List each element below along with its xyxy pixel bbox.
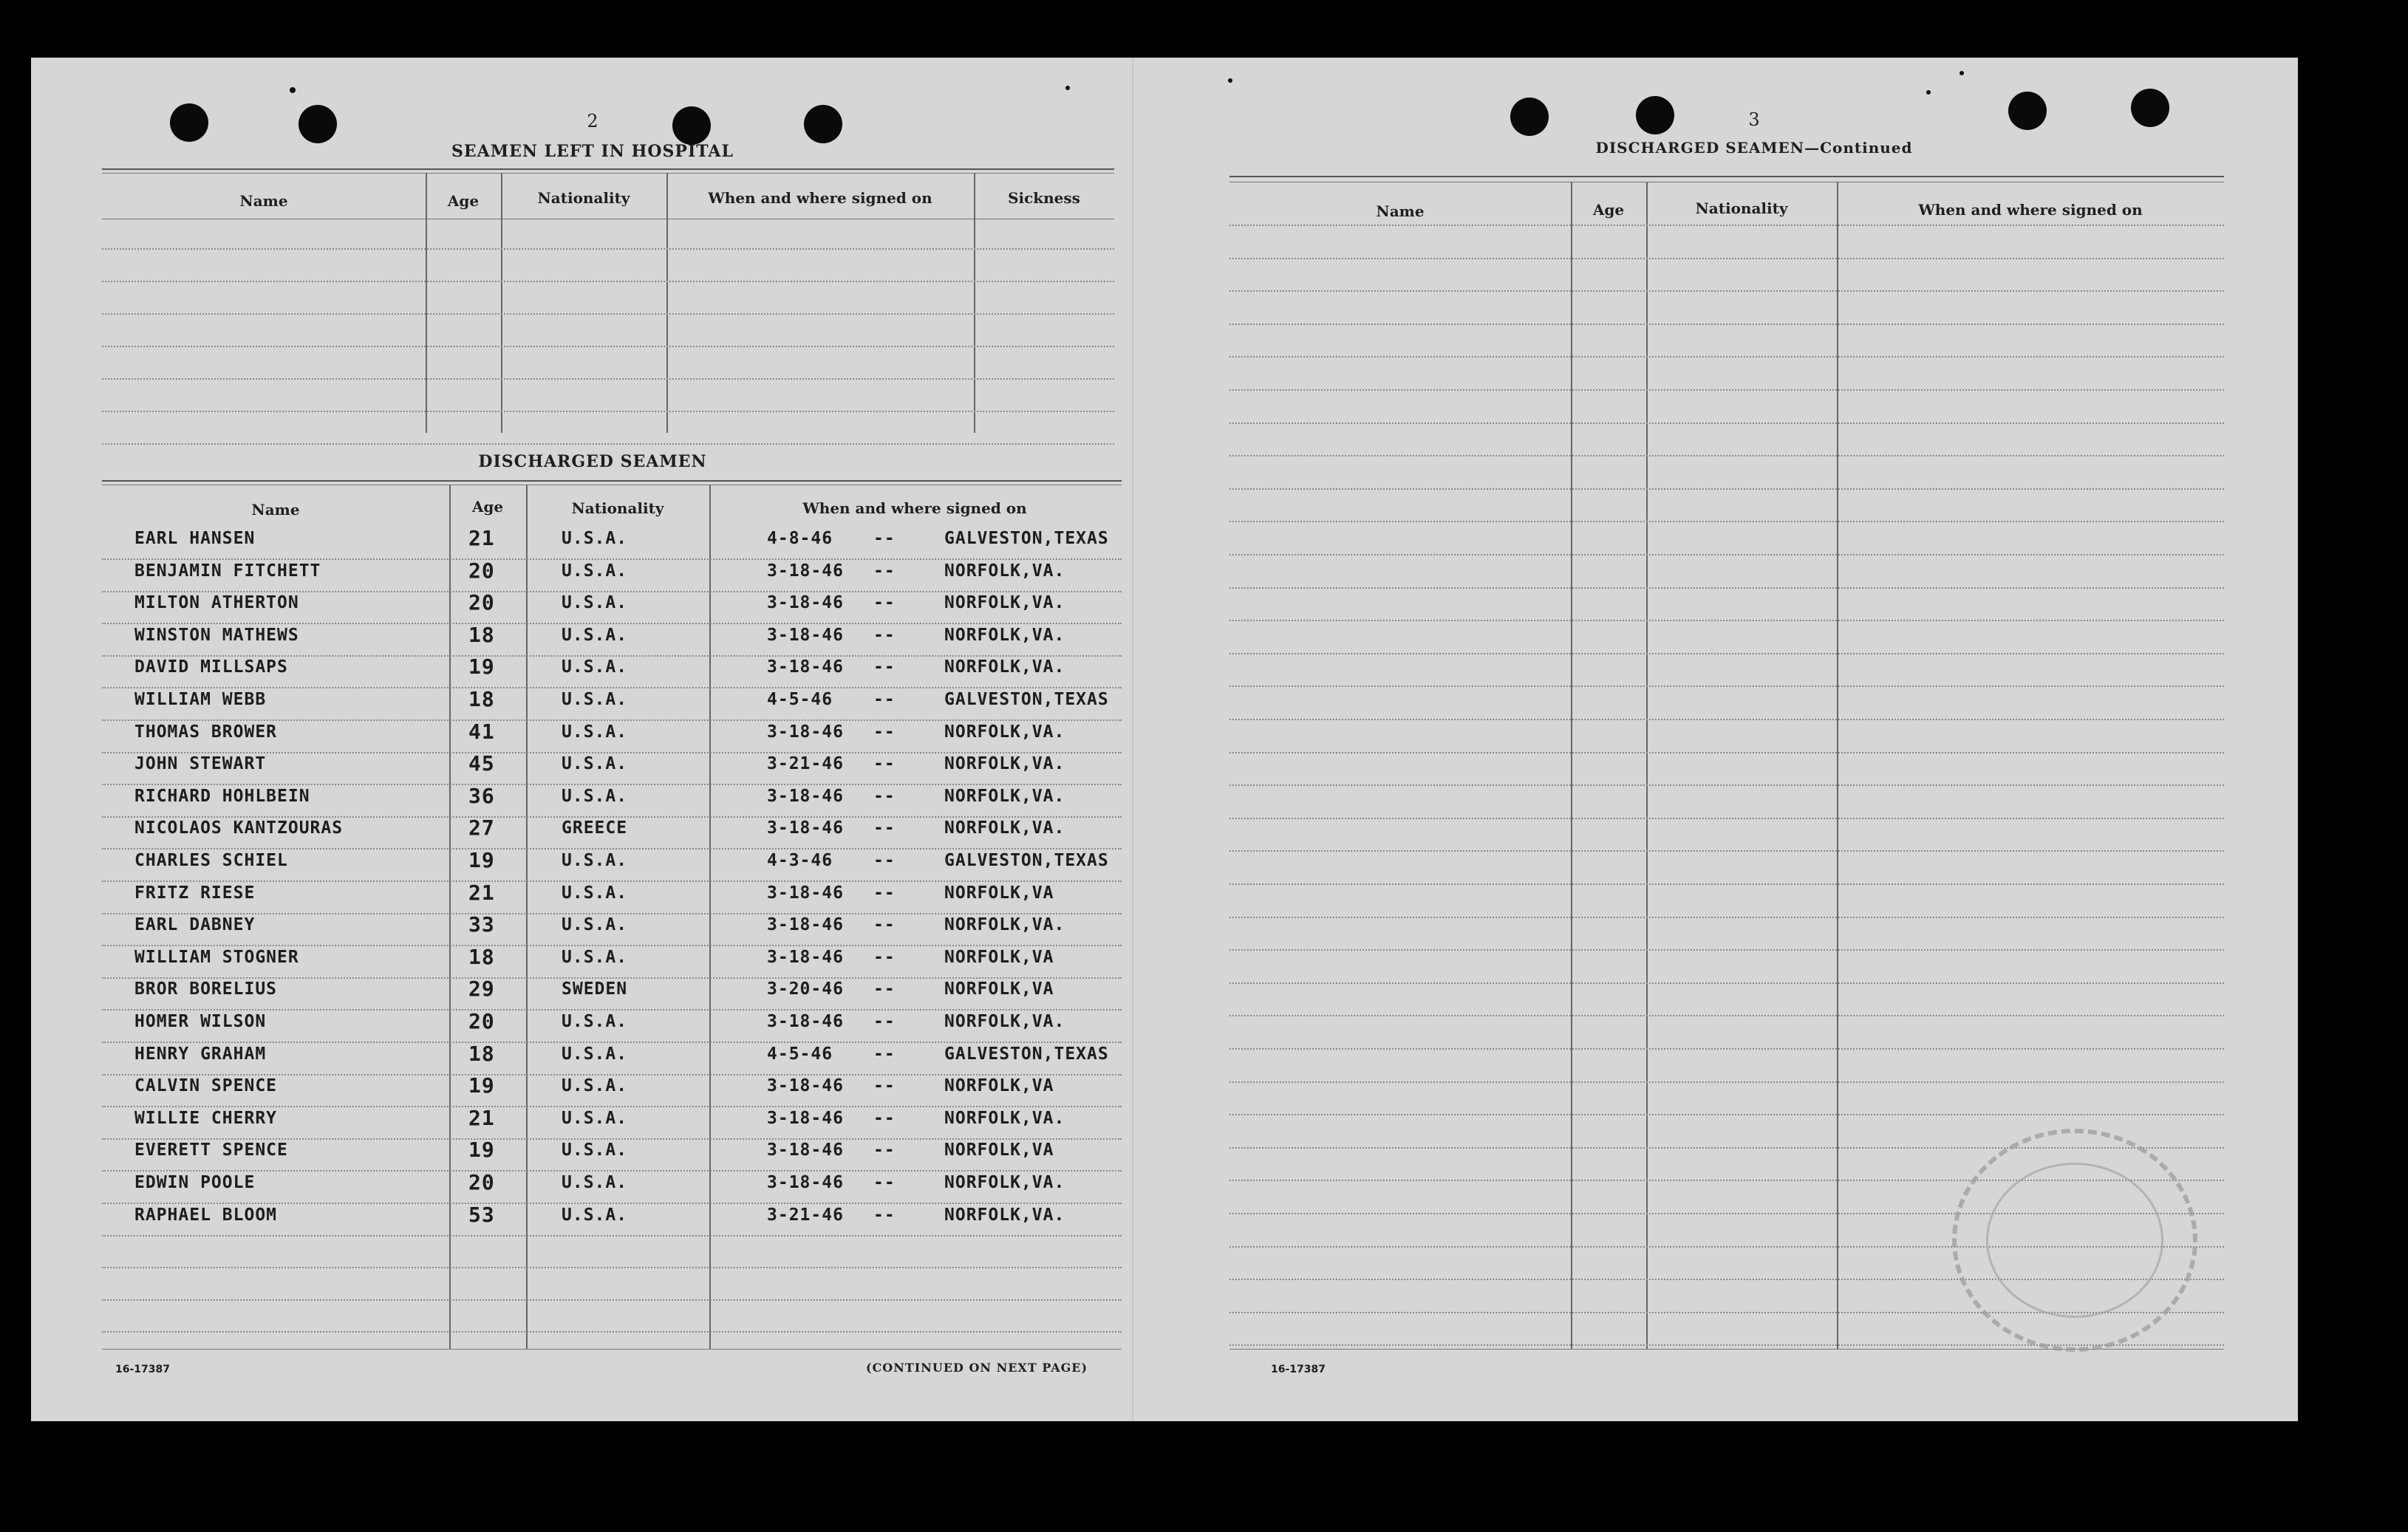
seaman-date: 3-18-46 <box>767 818 844 838</box>
seaman-place: NORFOLK,VA. <box>944 818 1065 838</box>
seaman-place: NORFOLK,VA. <box>944 722 1065 742</box>
seaman-place: NORFOLK,VA <box>944 1141 1054 1160</box>
seaman-nationality: U.S.A. <box>562 754 628 774</box>
seaman-nationality: U.S.A. <box>562 561 628 581</box>
ruled-line <box>1229 1015 2224 1016</box>
seaman-nationality: U.S.A. <box>562 947 628 967</box>
seaman-date: 4-5-46 <box>767 1044 833 1064</box>
page-number: 2 <box>587 111 598 131</box>
seaman-name: WILLIAM STOGNER <box>134 947 299 967</box>
seaman-place: NORFOLK,VA. <box>944 1108 1065 1128</box>
ruled-line <box>102 281 1114 282</box>
seaman-name: FRITZ RIESE <box>134 883 256 903</box>
ruled-line <box>102 784 1122 785</box>
seaman-place: NORFOLK,VA. <box>944 754 1065 774</box>
ruled-line <box>102 719 1122 721</box>
col-sickness: Sickness <box>1008 189 1080 207</box>
seaman-date: 4-5-46 <box>767 690 833 709</box>
seaman-sep: -- <box>873 1076 896 1096</box>
seaman-place: GALVESTON,TEXAS <box>944 690 1109 709</box>
seaman-age: 53 <box>468 1202 495 1227</box>
seaman-nationality: U.S.A. <box>562 593 628 613</box>
seaman-place: NORFOLK,VA <box>944 979 1054 999</box>
seaman-place: NORFOLK,VA. <box>944 561 1065 581</box>
seaman-sep: -- <box>873 690 896 709</box>
seaman-place: NORFOLK,VA <box>944 883 1054 903</box>
seaman-date: 3-18-46 <box>767 1108 844 1128</box>
seaman-place: NORFOLK,VA. <box>944 593 1065 613</box>
seaman-place: GALVESTON,TEXAS <box>944 851 1109 870</box>
hospital-table <box>102 168 1114 493</box>
seaman-place: GALVESTON,TEXAS <box>944 1044 1109 1064</box>
ruled-line <box>102 1009 1122 1010</box>
seaman-place: NORFOLK,VA. <box>944 915 1065 935</box>
seaman-name: WILLIAM WEBB <box>134 690 267 709</box>
ruled-line <box>1229 587 2224 589</box>
ruled-line <box>102 443 1114 445</box>
seaman-place: NORFOLK,VA. <box>944 1012 1065 1031</box>
seaman-age: 20 <box>468 1009 495 1033</box>
seaman-name: CALVIN SPENCE <box>134 1076 278 1096</box>
seaman-place: NORFOLK,VA <box>944 1076 1054 1096</box>
seaman-age: 21 <box>468 1105 495 1130</box>
seaman-place: NORFOLK,VA. <box>944 625 1065 645</box>
seaman-place: NORFOLK,VA. <box>944 786 1065 806</box>
seaman-name: MILTON ATHERTON <box>134 593 299 613</box>
ruled-line <box>1229 883 2224 885</box>
col-name: Name <box>239 192 288 210</box>
seaman-sep: -- <box>873 754 896 774</box>
seaman-name: EARL HANSEN <box>134 529 256 548</box>
seaman-sep: -- <box>873 529 896 548</box>
seaman-place: NORFOLK,VA. <box>944 1173 1065 1192</box>
seaman-date: 3-18-46 <box>767 1076 844 1096</box>
seaman-name: EVERETT SPENCE <box>134 1141 288 1160</box>
seaman-place: NORFOLK,VA. <box>944 657 1065 677</box>
ruled-line <box>102 623 1122 624</box>
seaman-sep: -- <box>873 722 896 742</box>
seaman-date: 3-18-46 <box>767 1141 844 1160</box>
discharged-table <box>102 480 1122 1352</box>
ruled-line <box>1229 850 2224 852</box>
ruled-line <box>102 687 1122 688</box>
seaman-age: 20 <box>468 1170 495 1194</box>
ruled-line <box>1229 488 2224 490</box>
ruled-line <box>102 1042 1122 1043</box>
seaman-nationality: U.S.A. <box>562 1012 628 1031</box>
seaman-name: HOMER WILSON <box>134 1012 267 1031</box>
seaman-date: 3-18-46 <box>767 625 844 645</box>
seaman-nationality: U.S.A. <box>562 1076 628 1096</box>
ruled-line <box>1229 423 2224 424</box>
col-age: Age <box>471 498 504 516</box>
seaman-age: 18 <box>468 622 495 647</box>
seaman-nationality: U.S.A. <box>562 851 628 870</box>
seaman-age: 19 <box>468 1073 495 1098</box>
seaman-nationality: U.S.A. <box>562 1141 628 1160</box>
seaman-nationality: U.S.A. <box>562 529 628 548</box>
seaman-sep: -- <box>873 1173 896 1192</box>
ruled-line <box>1229 554 2224 555</box>
seaman-date: 3-21-46 <box>767 754 844 774</box>
seaman-sep: -- <box>873 786 896 806</box>
seaman-sep: -- <box>873 1205 896 1225</box>
page-number: 3 <box>1748 109 1760 130</box>
ruled-line <box>1229 1081 2224 1083</box>
seaman-nationality: U.S.A. <box>562 1108 628 1128</box>
seaman-nationality: SWEDEN <box>562 979 628 999</box>
seaman-date: 3-21-46 <box>767 1205 844 1225</box>
ruled-line <box>1229 982 2224 984</box>
seaman-nationality: U.S.A. <box>562 690 628 709</box>
ruled-line <box>102 1106 1122 1107</box>
seaman-sep: -- <box>873 1012 896 1031</box>
ruled-line <box>1229 389 2224 391</box>
col-nationality: Nationality <box>1695 199 1788 217</box>
left-page <box>31 58 1132 1421</box>
seaman-sep: -- <box>873 1141 896 1160</box>
ruled-line <box>1229 290 2224 292</box>
col-signed-on: When and where signed on <box>802 499 1027 517</box>
ruled-line <box>1229 258 2224 259</box>
seaman-nationality: U.S.A. <box>562 722 628 742</box>
seaman-age: 18 <box>468 944 495 969</box>
ruled-line <box>102 816 1122 818</box>
ruled-line <box>1229 620 2224 621</box>
seaman-date: 3-18-46 <box>767 722 844 742</box>
customs-stamp <box>1952 1129 2197 1352</box>
seaman-age: 20 <box>468 558 495 583</box>
continued-note: (CONTINUED ON NEXT PAGE) <box>866 1361 1088 1375</box>
ruled-line <box>102 913 1122 914</box>
form-number: 16-17387 <box>115 1364 170 1375</box>
ruled-line <box>102 1267 1122 1268</box>
ruled-line <box>102 655 1122 657</box>
seaman-name: BROR BORELIUS <box>134 979 278 999</box>
seaman-date: 3-18-46 <box>767 1173 844 1192</box>
ruled-line <box>1229 818 2224 819</box>
seaman-date: 3-20-46 <box>767 979 844 999</box>
seaman-age: 18 <box>468 1041 495 1066</box>
seaman-nationality: U.S.A. <box>562 657 628 677</box>
seaman-name: WINSTON MATHEWS <box>134 625 299 645</box>
seaman-nationality: U.S.A. <box>562 625 628 645</box>
seaman-name: EARL DABNEY <box>134 915 256 935</box>
ruled-line <box>1229 784 2224 786</box>
seaman-age: 20 <box>468 590 495 615</box>
seaman-date: 4-8-46 <box>767 529 833 548</box>
col-name: Name <box>251 501 300 519</box>
seaman-date: 3-18-46 <box>767 1012 844 1031</box>
seaman-sep: -- <box>873 883 896 903</box>
seaman-nationality: U.S.A. <box>562 1044 628 1064</box>
ruled-line <box>102 558 1122 560</box>
seaman-date: 3-18-46 <box>767 657 844 677</box>
ruled-line <box>1229 685 2224 687</box>
seaman-name: THOMAS BROWER <box>134 722 278 742</box>
ruled-line <box>102 313 1114 315</box>
manifest-sheet <box>31 58 2298 1421</box>
seaman-nationality: U.S.A. <box>562 1205 628 1225</box>
ruled-line <box>102 1074 1122 1076</box>
ruled-line <box>102 880 1122 882</box>
ruled-line <box>102 1170 1122 1172</box>
seaman-age: 36 <box>468 783 495 808</box>
seaman-age: 21 <box>468 526 495 550</box>
seaman-sep: -- <box>873 979 896 999</box>
ruled-line <box>102 1138 1122 1140</box>
seaman-name: WILLIE CHERRY <box>134 1108 278 1128</box>
ruled-line <box>1229 225 2224 226</box>
seaman-nationality: U.S.A. <box>562 1173 628 1192</box>
seaman-sep: -- <box>873 561 896 581</box>
ruled-line <box>1229 1048 2224 1050</box>
form-number: 16-17387 <box>1271 1364 1326 1375</box>
seaman-date: 3-18-46 <box>767 915 844 935</box>
seaman-date: 3-18-46 <box>767 561 844 581</box>
seaman-age: 41 <box>468 719 495 744</box>
continued-title: DISCHARGED SEAMEN—Continued <box>1595 139 1913 157</box>
seaman-sep: -- <box>873 818 896 838</box>
seaman-name: RICHARD HOHLBEIN <box>134 786 310 806</box>
seaman-sep: -- <box>873 657 896 677</box>
seaman-name: EDWIN POOLE <box>134 1173 256 1192</box>
col-nationality: Nationality <box>571 499 664 517</box>
seaman-place: NORFOLK,VA <box>944 947 1054 967</box>
ruled-line <box>102 378 1114 380</box>
seaman-date: 3-18-46 <box>767 593 844 613</box>
ruled-line <box>1229 1114 2224 1115</box>
ruled-line <box>102 752 1122 753</box>
seaman-sep: -- <box>873 593 896 613</box>
ruled-line <box>1229 653 2224 654</box>
seaman-place: GALVESTON,TEXAS <box>944 529 1109 548</box>
col-name: Name <box>1376 202 1425 220</box>
ruled-line <box>102 591 1122 592</box>
discharged-title: DISCHARGED SEAMEN <box>478 452 707 471</box>
col-age: Age <box>447 192 480 210</box>
seaman-sep: -- <box>873 1044 896 1064</box>
col-signed-on: When and where signed on <box>1918 201 2143 219</box>
ruled-line <box>102 1203 1122 1204</box>
seaman-age: 33 <box>468 912 495 937</box>
ruled-line <box>102 1299 1122 1301</box>
seaman-age: 19 <box>468 654 495 680</box>
ruled-line <box>1229 719 2224 720</box>
col-signed-on: When and where signed on <box>708 189 932 207</box>
seaman-date: 3-18-46 <box>767 947 844 967</box>
seaman-age: 29 <box>468 977 495 1002</box>
seaman-sep: -- <box>873 625 896 645</box>
ruled-line <box>1229 356 2224 358</box>
hospital-title: SEAMEN LEFT IN HOSPITAL <box>451 142 734 161</box>
seaman-age: 18 <box>468 687 495 711</box>
seaman-age: 21 <box>468 880 495 905</box>
seaman-age: 19 <box>468 848 495 872</box>
ruled-line <box>1229 949 2224 951</box>
seaman-name: DAVID MILLSAPS <box>134 657 288 677</box>
seaman-nationality: GREECE <box>562 818 628 838</box>
col-age: Age <box>1592 201 1625 219</box>
seaman-place: NORFOLK,VA. <box>944 1205 1065 1225</box>
col-nationality: Nationality <box>537 189 630 207</box>
ruled-line <box>1229 324 2224 325</box>
seaman-name: RAPHAEL BLOOM <box>134 1205 278 1225</box>
seaman-name: NICOLAOS KANTZOURAS <box>134 818 344 838</box>
ruled-line <box>102 977 1122 979</box>
seaman-name: CHARLES SCHIEL <box>134 851 288 870</box>
seaman-nationality: U.S.A. <box>562 915 628 935</box>
seaman-age: 19 <box>468 1138 495 1163</box>
seaman-date: 4-3-46 <box>767 851 833 870</box>
seaman-sep: -- <box>873 1108 896 1128</box>
ruled-line <box>102 411 1114 412</box>
seaman-sep: -- <box>873 851 896 870</box>
ruled-line <box>102 248 1114 250</box>
seaman-age: 27 <box>468 815 495 841</box>
ruled-line <box>102 945 1122 946</box>
ruled-line <box>1229 752 2224 753</box>
seaman-nationality: U.S.A. <box>562 883 628 903</box>
seaman-name: HENRY GRAHAM <box>134 1044 267 1064</box>
seaman-date: 3-18-46 <box>767 786 844 806</box>
ruled-line <box>1229 917 2224 918</box>
ruled-line <box>1229 455 2224 456</box>
seaman-sep: -- <box>873 947 896 967</box>
seaman-age: 45 <box>468 751 495 776</box>
seaman-name: BENJAMIN FITCHETT <box>134 561 321 581</box>
ruled-line <box>1229 521 2224 522</box>
seaman-sep: -- <box>873 915 896 935</box>
ruled-line <box>102 848 1122 849</box>
seaman-date: 3-18-46 <box>767 883 844 903</box>
seaman-name: JOHN STEWART <box>134 754 267 774</box>
ruled-line <box>102 1331 1122 1333</box>
seaman-nationality: U.S.A. <box>562 786 628 806</box>
ruled-line <box>102 346 1114 347</box>
ruled-line <box>102 1235 1122 1237</box>
right-page <box>1133 58 2298 1421</box>
